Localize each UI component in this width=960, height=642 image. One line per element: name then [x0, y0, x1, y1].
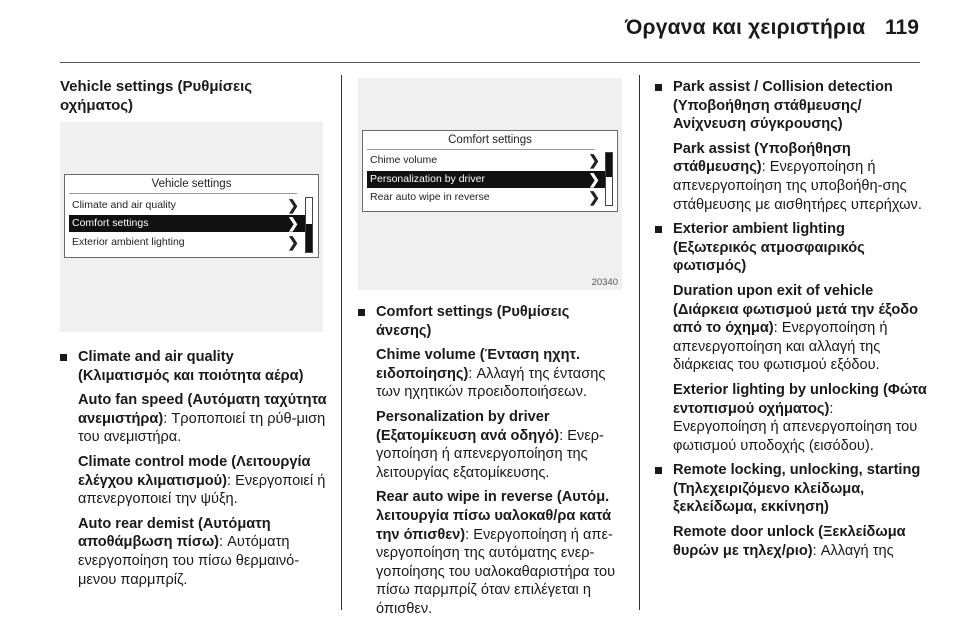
- menu-item-label: Rear auto wipe in reverse: [370, 191, 490, 203]
- bullet-heading: Park assist / Collision detection (Υποβοήθηση στάθμευσης/ Ανίχνευση σύγκρουσης): [673, 79, 893, 133]
- setting-name: Chime volume (Ένταση ηχητ. ειδοποίησης): [376, 347, 581, 382]
- menu-item-comfort[interactable]: [69, 215, 305, 232]
- vehicle-settings-display: [64, 174, 319, 258]
- menu-item-rear-wipe[interactable]: [367, 189, 606, 206]
- comfort-settings-display: [362, 130, 618, 212]
- page-number: 119: [885, 16, 919, 39]
- chevron-right-icon: ❯: [588, 171, 600, 187]
- menu-item-label: Climate and air quality: [72, 199, 176, 211]
- row-divider: [367, 149, 595, 150]
- bullet-heading: Exterior ambient lighting (Εξωτερικός ατμοσφαιρικός φωτισμός): [673, 221, 865, 275]
- setting-desc: : Αυτόματη ενεργοποίηση του πίσω θερμαινό-μενου παρμπρίζ.: [78, 534, 300, 588]
- menu-item-label: Chime volume: [370, 154, 438, 166]
- bullet-icon: [655, 84, 662, 91]
- bullet-icon: [358, 309, 365, 316]
- chevron-right-icon: ❯: [287, 197, 299, 213]
- setting-desc: : Ενεργοποίηση ή απε-νεργοποίηση της αυτόματης ενερ-γοποίησης του υαλοκαθαριστήρα του πίσω παρμπρίζ όταν επιλέγεται η όπισθεν.: [376, 526, 616, 617]
- setting-name: Park assist (Υποβοήθηση στάθμευσης): [673, 140, 851, 176]
- display-title: Comfort settings: [448, 134, 532, 146]
- page-header-title: Όργανα και χειριστήρια: [625, 16, 866, 39]
- column-1-text: [60, 348, 332, 595]
- section-title-line: οχήματος): [60, 96, 134, 114]
- chevron-right-icon: ❯: [588, 152, 600, 168]
- bullet-heading: Comfort settings (Ρυθμίσεις: [376, 304, 570, 320]
- setting-desc: : Αλλαγή της έντασης των ηχητικών προειδοποιήσεων.: [376, 365, 606, 401]
- bullet-icon: [655, 467, 662, 474]
- bullet-heading: Climate and air quality: [78, 349, 234, 365]
- menu-item-chime-volume[interactable]: [367, 152, 606, 169]
- section-title-line: Vehicle settings (Ρυθμίσεις: [60, 78, 253, 95]
- scrollbar-thumb[interactable]: [606, 153, 612, 177]
- setting-name: Climate control mode (Λειτουργία ελέγχου κλιματισμού): [78, 453, 311, 489]
- menu-item-label: Comfort settings: [72, 217, 149, 229]
- scrollbar[interactable]: [605, 152, 613, 206]
- setting-name: Rear auto wipe in reverse (Αυτόμ. λειτουργία πίσω υαλοκαθ/ρα κατά την όπισθεν): [376, 489, 612, 543]
- column-3-text: [655, 78, 927, 566]
- menu-item-exterior-lighting[interactable]: [69, 234, 305, 251]
- setting-desc: : Ενερ-γοποίηση ή απενεργοποίηση της λειτουργίας εξατομίκευσης.: [376, 427, 604, 481]
- row-divider: [69, 193, 297, 194]
- scrollbar[interactable]: [305, 197, 313, 253]
- setting-desc: : Ενεργοποίηση ή απενεργοποίηση της υποβοήθη-σης στάθμευσης με αισθητήρες υπερήχων.: [673, 159, 922, 213]
- bullet-climate: [60, 348, 332, 589]
- bullet-heading: άνεσης): [376, 322, 432, 339]
- chevron-right-icon: ❯: [287, 215, 299, 231]
- setting-name: Auto rear demist (Αυτόματη αποθάμβωση πίσω): [78, 515, 271, 551]
- menu-item-label: Personalization by driver: [370, 173, 485, 185]
- bullet-heading: (Κλιματισμός και ποιότητα αέρα): [78, 367, 304, 384]
- bullet-remote-locking: [655, 461, 927, 560]
- column-divider: [341, 75, 342, 610]
- vehicle-settings-figure: [60, 122, 323, 332]
- column-divider: [639, 75, 640, 610]
- setting-desc: : Ενεργοποιεί ή απενεργοποιεί την ψύξη.: [78, 472, 326, 508]
- column-2-text: [358, 303, 628, 625]
- bullet-heading: Remote locking, unlocking, starting (Τηλεχειριζόμενο κλείδωμα, ξεκλείδωμα, εκκίνηση): [673, 462, 921, 516]
- chevron-right-icon: ❯: [287, 234, 299, 250]
- setting-desc: : Αλλαγή της: [812, 542, 894, 559]
- setting-desc: : Τροποποιεί τη ρύθ-μιση του ανεμιστήρα.: [78, 410, 326, 446]
- menu-item-climate[interactable]: [69, 197, 305, 214]
- figure-code: 20340: [591, 277, 618, 288]
- scrollbar-thumb[interactable]: [306, 224, 312, 252]
- display-title: Vehicle settings: [151, 178, 232, 190]
- setting-desc: : Ενεργοποίηση ή απενεργοποίηση και αλλαγή της διάρκειας του φωτισμού εξόδου.: [673, 320, 888, 374]
- setting-name: Auto fan speed (Αυτόματη ταχύτητα ανεμιστήρα): [78, 392, 327, 427]
- header-rule: [60, 62, 920, 63]
- setting-name: Personalization by driver (Εξατομίκευση ανά οδηγό): [376, 408, 560, 444]
- bullet-icon: [655, 226, 662, 233]
- bullet-park-assist: [655, 78, 927, 214]
- setting-desc: : Ενεργοποίηση ή απενεργοποίηση του φωτισμού υποδοχής (εισόδου).: [673, 400, 918, 454]
- menu-item-personalization[interactable]: [367, 171, 606, 188]
- menu-item-label: Exterior ambient lighting: [72, 236, 185, 248]
- bullet-icon: [60, 354, 67, 361]
- bullet-exterior-lighting: [655, 220, 927, 455]
- bullet-comfort: [358, 303, 628, 619]
- setting-name: Duration upon exit of vehicle (Διάρκεια φωτισμού μετά την έξοδο από το όχημα): [673, 282, 919, 337]
- chevron-right-icon: ❯: [588, 189, 600, 205]
- setting-name: Remote door unlock (Ξεκλείδωμα θυρών με τηλεχ/ριο): [673, 524, 906, 559]
- section-title: [60, 78, 320, 115]
- setting-name: Exterior lighting by unlocking (Φώτα εντοπισμού οχήματος): [673, 381, 927, 417]
- comfort-settings-figure: [358, 78, 622, 290]
